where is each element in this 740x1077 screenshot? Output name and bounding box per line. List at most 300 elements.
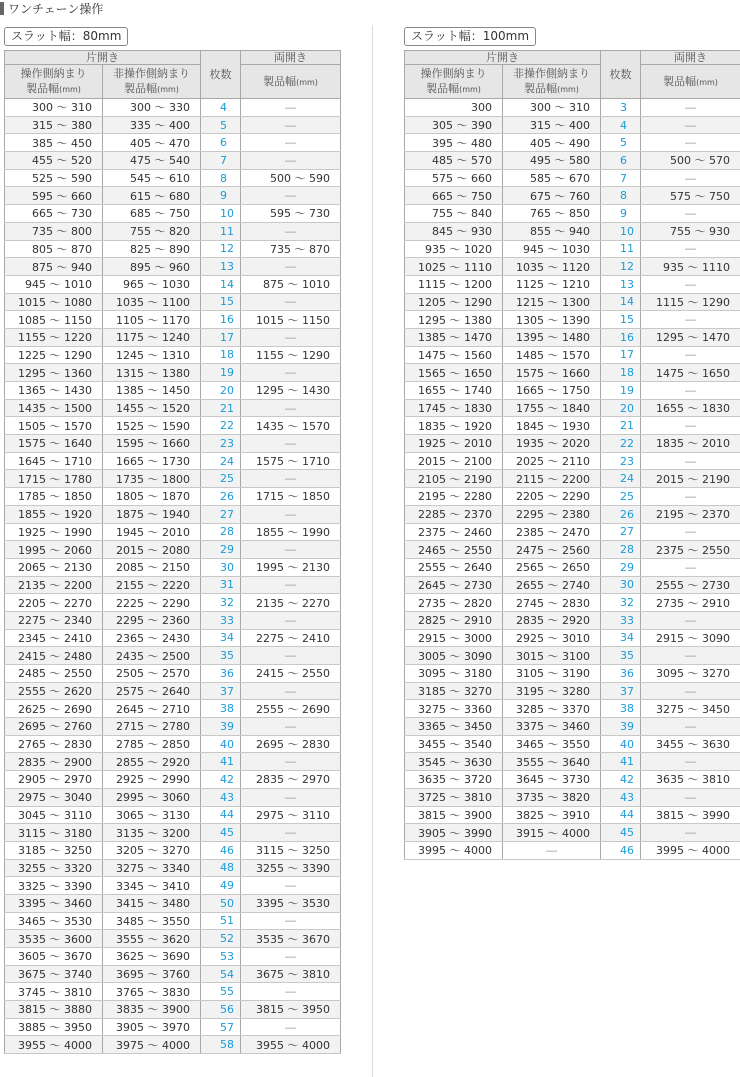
double-open-width-cell: 2415 ～ 2550 — [241, 665, 341, 683]
non-op-side-range-cell: 895 ～ 960 — [103, 258, 201, 276]
op-side-range-cell: 1435 ～ 1500 — [5, 399, 103, 417]
non-op-side-range-cell: 965 ～ 1030 — [103, 275, 201, 293]
non-op-side-range-cell: 2155 ～ 2220 — [103, 576, 201, 594]
non-op-side-range-cell: 3465 ～ 3550 — [503, 735, 601, 753]
double-open-width-cell: 3275 ～ 3450 — [641, 700, 740, 718]
slat-count-cell: 40 — [601, 735, 641, 753]
op-side-range-cell: 575 ～ 660 — [405, 169, 503, 187]
non-op-side-range-cell: 3205 ～ 3270 — [103, 841, 201, 859]
non-op-side-range-cell: 405 ～ 490 — [503, 134, 601, 152]
non-op-side-range-cell: 2365 ～ 2430 — [103, 629, 201, 647]
slat-count-cell: 51 — [201, 912, 241, 930]
op-side-range-cell: 845 ～ 930 — [405, 222, 503, 240]
slat-count-cell: 41 — [201, 753, 241, 771]
slat-count-cell: 55 — [201, 983, 241, 1001]
table-row — [5, 116, 341, 134]
table-row — [5, 134, 341, 152]
table-row — [5, 293, 341, 311]
double-open-width-cell: ― — [241, 576, 341, 594]
slat-count-cell: 39 — [601, 718, 641, 736]
slat-count-cell: 6 — [601, 152, 641, 170]
op-side-range-cell: 455 ～ 520 — [5, 152, 103, 170]
slat-count-cell: 33 — [201, 611, 241, 629]
non-op-side-range-cell: 2205 ～ 2290 — [503, 488, 601, 506]
slat-count-cell: 42 — [601, 771, 641, 789]
double-open-width-cell: ― — [241, 718, 341, 736]
op-side-range-cell: 3045 ～ 3110 — [5, 806, 103, 824]
double-open-width-cell: ― — [241, 912, 341, 930]
table-row — [405, 488, 740, 506]
table-row — [405, 293, 740, 311]
double-open-width-cell: ― — [241, 152, 341, 170]
op-side-range-cell: 2285 ～ 2370 — [405, 505, 503, 523]
slat-count-cell: 35 — [201, 647, 241, 665]
non-op-side-range-cell: 1035 ～ 1100 — [103, 293, 201, 311]
table-row — [5, 205, 341, 223]
double-open-width-cell: ― — [241, 647, 341, 665]
double-open-width-cell: ― — [241, 753, 341, 771]
double-open-width-cell: ― — [241, 788, 341, 806]
op-side-range-cell: 2065 ～ 2130 — [5, 558, 103, 576]
double-open-width-cell: 575 ～ 750 — [641, 187, 740, 205]
non-op-side-range-cell: 1385 ～ 1450 — [103, 382, 201, 400]
double-open-width-cell: 1655 ～ 1830 — [641, 399, 740, 417]
non-op-side-range-cell: 3015 ～ 3100 — [503, 647, 601, 665]
header-count: 枚数 — [201, 51, 241, 99]
non-op-side-range-cell: 2835 ～ 2920 — [503, 611, 601, 629]
table-row — [5, 346, 341, 364]
table-row — [5, 665, 341, 683]
double-open-width-cell: ― — [241, 99, 341, 117]
table-row — [405, 665, 740, 683]
table-row — [5, 311, 341, 329]
non-op-side-range-cell: 755 ～ 820 — [103, 222, 201, 240]
slat-count-cell: 8 — [201, 169, 241, 187]
non-op-side-range-cell: 3345 ～ 3410 — [103, 877, 201, 895]
slat-count-cell: 15 — [601, 311, 641, 329]
non-op-side-range-cell: 335 ～ 400 — [103, 116, 201, 134]
double-open-width-cell: ― — [241, 1018, 341, 1036]
non-op-side-range-cell: 1125 ～ 1210 — [503, 275, 601, 293]
non-op-side-range-cell: 1485 ～ 1570 — [503, 346, 601, 364]
table-row — [5, 505, 341, 523]
op-side-range-cell: 3185 ～ 3250 — [5, 841, 103, 859]
slat-count-cell: 56 — [201, 1001, 241, 1019]
slat-100-panel — [404, 25, 740, 860]
non-op-side-range-cell: 495 ～ 580 — [503, 152, 601, 170]
op-side-range-cell: 1475 ～ 1560 — [405, 346, 503, 364]
slat-count-cell: 18 — [201, 346, 241, 364]
double-open-width-cell: 1575 ～ 1710 — [241, 452, 341, 470]
table-row — [405, 435, 740, 453]
table-row — [5, 240, 341, 258]
spec-table-body — [5, 99, 341, 1054]
slat-count-cell: 32 — [601, 594, 641, 612]
non-op-side-range-cell: 2385 ～ 2470 — [503, 523, 601, 541]
slat-count-cell: 34 — [601, 629, 641, 647]
slat-count-cell: 30 — [601, 576, 641, 594]
table-row — [5, 718, 341, 736]
non-op-side-range-cell: 2925 ～ 2990 — [103, 771, 201, 789]
non-op-side-range-cell: 615 ～ 680 — [103, 187, 201, 205]
op-side-range-cell: 805 ～ 870 — [5, 240, 103, 258]
non-op-side-range-cell: 1215 ～ 1300 — [503, 293, 601, 311]
double-open-width-cell: ― — [241, 328, 341, 346]
double-open-width-cell: ― — [641, 116, 740, 134]
table-row — [5, 806, 341, 824]
table-row — [5, 930, 341, 948]
table-row — [5, 611, 341, 629]
op-side-range-cell: 305 ～ 390 — [405, 116, 503, 134]
non-op-side-range-cell: 945 ～ 1030 — [503, 240, 601, 258]
slat-count-cell: 12 — [201, 240, 241, 258]
non-op-side-range-cell: 3555 ～ 3620 — [103, 930, 201, 948]
non-op-side-range-cell: 1395 ～ 1480 — [503, 328, 601, 346]
non-op-side-range-cell: 2855 ～ 2920 — [103, 753, 201, 771]
table-row — [405, 700, 740, 718]
non-op-side-range-cell: 1035 ～ 1120 — [503, 258, 601, 276]
op-side-range-cell: 3455 ～ 3540 — [405, 735, 503, 753]
slat-count-cell: 22 — [201, 417, 241, 435]
op-side-range-cell: 1295 ～ 1360 — [5, 364, 103, 382]
non-op-side-range-cell: 2715 ～ 2780 — [103, 718, 201, 736]
non-op-side-range-cell: 2745 ～ 2830 — [503, 594, 601, 612]
table-row — [405, 99, 740, 117]
non-op-side-range-cell: 3905 ～ 3970 — [103, 1018, 201, 1036]
table-row — [5, 965, 341, 983]
slat-count-cell: 4 — [601, 116, 641, 134]
op-side-range-cell: 485 ～ 570 — [405, 152, 503, 170]
slat-count-cell: 52 — [201, 930, 241, 948]
op-side-range-cell: 2825 ～ 2910 — [405, 611, 503, 629]
table-row — [5, 1036, 341, 1054]
slat-count-cell: 41 — [601, 753, 641, 771]
table-row — [405, 258, 740, 276]
slat-width-label: スラット幅：100mm — [404, 27, 536, 46]
double-open-width-cell: 3095 ～ 3270 — [641, 665, 740, 683]
table-row — [5, 824, 341, 842]
table-row — [5, 859, 341, 877]
op-side-range-cell: 2555 ～ 2620 — [5, 682, 103, 700]
slat-count-cell: 6 — [201, 134, 241, 152]
double-open-width-cell: 2835 ～ 2970 — [241, 771, 341, 789]
non-op-side-range-cell: 2295 ～ 2380 — [503, 505, 601, 523]
double-open-width-cell: 1855 ～ 1990 — [241, 523, 341, 541]
double-open-width-cell: ― — [241, 399, 341, 417]
op-side-range-cell: 300 — [405, 99, 503, 117]
slat-count-cell: 40 — [201, 735, 241, 753]
double-open-width-cell: 2375 ～ 2550 — [641, 541, 740, 559]
spec-table-100 — [404, 50, 740, 860]
slat-count-cell: 48 — [201, 859, 241, 877]
slat-count-cell: 34 — [201, 629, 241, 647]
non-op-side-range-cell: 300 ～ 310 — [503, 99, 601, 117]
double-open-width-cell: ― — [641, 611, 740, 629]
op-side-range-cell: 1385 ～ 1470 — [405, 328, 503, 346]
double-open-width-cell: 3455 ～ 3630 — [641, 735, 740, 753]
non-op-side-range-cell: 2025 ～ 2110 — [503, 452, 601, 470]
op-side-range-cell: 735 ～ 800 — [5, 222, 103, 240]
table-row — [405, 824, 740, 842]
non-op-side-range-cell: 3065 ～ 3130 — [103, 806, 201, 824]
slat-count-cell: 25 — [201, 470, 241, 488]
double-open-width-cell: ― — [241, 116, 341, 134]
double-open-width-cell: ― — [641, 682, 740, 700]
non-op-side-range-cell: 3975 ～ 4000 — [103, 1036, 201, 1054]
table-row — [405, 116, 740, 134]
double-open-width-cell: 3255 ～ 3390 — [241, 859, 341, 877]
non-op-side-range-cell: 2575 ～ 2640 — [103, 682, 201, 700]
table-row — [405, 346, 740, 364]
slat-count-cell: 17 — [601, 346, 641, 364]
slat-width-label: スラット幅：80mm — [4, 27, 128, 46]
double-open-width-cell: 1155 ～ 1290 — [241, 346, 341, 364]
table-row — [405, 647, 740, 665]
non-op-side-range-cell: 3825 ～ 3910 — [503, 806, 601, 824]
double-open-width-cell: ― — [641, 311, 740, 329]
title-marker — [0, 2, 4, 15]
slat-count-cell: 13 — [601, 275, 641, 293]
op-side-range-cell: 3905 ～ 3990 — [405, 824, 503, 842]
double-open-width-cell: 1995 ～ 2130 — [241, 558, 341, 576]
non-op-side-range-cell: 3765 ～ 3830 — [103, 983, 201, 1001]
op-side-range-cell: 2695 ～ 2760 — [5, 718, 103, 736]
table-row — [5, 1018, 341, 1036]
slat-count-cell: 54 — [201, 965, 241, 983]
op-side-range-cell: 1505 ～ 1570 — [5, 417, 103, 435]
table-row — [405, 788, 740, 806]
slat-count-cell: 24 — [201, 452, 241, 470]
slat-count-cell: 27 — [601, 523, 641, 541]
double-open-width-cell: ― — [241, 364, 341, 382]
non-op-side-range-cell: 2475 ～ 2560 — [503, 541, 601, 559]
op-side-range-cell: 1085 ～ 1150 — [5, 311, 103, 329]
table-row — [5, 435, 341, 453]
op-side-range-cell: 3885 ～ 3950 — [5, 1018, 103, 1036]
non-op-side-range-cell: 405 ～ 470 — [103, 134, 201, 152]
double-open-width-cell: 2015 ～ 2190 — [641, 470, 740, 488]
slat-count-cell: 32 — [201, 594, 241, 612]
table-row — [5, 771, 341, 789]
op-side-range-cell: 1225 ～ 1290 — [5, 346, 103, 364]
double-open-width-cell: 1295 ～ 1470 — [641, 328, 740, 346]
non-op-side-range-cell: 1245 ～ 1310 — [103, 346, 201, 364]
header-count: 枚数 — [601, 51, 641, 99]
double-open-width-cell: 2275 ～ 2410 — [241, 629, 341, 647]
non-op-side-range-cell: 2785 ～ 2850 — [103, 735, 201, 753]
slat-count-cell: 23 — [601, 452, 641, 470]
non-op-side-range-cell: 3555 ～ 3640 — [503, 753, 601, 771]
table-row — [5, 753, 341, 771]
table-row — [5, 700, 341, 718]
double-open-width-cell: 3675 ～ 3810 — [241, 965, 341, 983]
op-side-range-cell: 945 ～ 1010 — [5, 275, 103, 293]
non-op-side-range-cell: 1805 ～ 1870 — [103, 488, 201, 506]
double-open-width-cell: ― — [641, 488, 740, 506]
double-open-width-cell: 735 ～ 870 — [241, 240, 341, 258]
double-open-width-cell: 875 ～ 1010 — [241, 275, 341, 293]
table-row — [405, 205, 740, 223]
op-side-range-cell: 3995 ～ 4000 — [405, 841, 503, 859]
op-side-range-cell: 1995 ～ 2060 — [5, 541, 103, 559]
op-side-range-cell: 2135 ～ 2200 — [5, 576, 103, 594]
table-row — [5, 417, 341, 435]
op-side-range-cell: 1925 ～ 2010 — [405, 435, 503, 453]
table-row — [5, 894, 341, 912]
header-katabiraki: 片開き — [5, 51, 201, 65]
double-open-width-cell: ― — [641, 417, 740, 435]
op-side-range-cell: 665 ～ 730 — [5, 205, 103, 223]
slat-count-cell: 49 — [201, 877, 241, 895]
double-open-width-cell: 3995 ～ 4000 — [641, 841, 740, 859]
non-op-side-range-cell: 3375 ～ 3460 — [503, 718, 601, 736]
slat-count-cell: 45 — [601, 824, 641, 842]
table-row — [5, 99, 341, 117]
non-op-side-range-cell: 3625 ～ 3690 — [103, 948, 201, 966]
slat-count-cell: 9 — [201, 187, 241, 205]
non-op-side-range-cell: 3195 ～ 3280 — [503, 682, 601, 700]
slat-count-cell: 13 — [201, 258, 241, 276]
non-op-side-range-cell: 1175 ～ 1240 — [103, 328, 201, 346]
table-row — [405, 718, 740, 736]
double-open-width-cell: ― — [241, 470, 341, 488]
header-product-width: 製品幅(mm) — [641, 65, 740, 99]
table-row — [5, 523, 341, 541]
table-row — [5, 222, 341, 240]
non-op-side-range-cell: 1105 ～ 1170 — [103, 311, 201, 329]
op-side-range-cell: 1575 ～ 1640 — [5, 435, 103, 453]
op-side-range-cell: 3955 ～ 4000 — [5, 1036, 103, 1054]
double-open-width-cell: 2555 ～ 2730 — [641, 576, 740, 594]
table-row — [405, 611, 740, 629]
slat-count-cell: 24 — [601, 470, 641, 488]
table-row — [5, 948, 341, 966]
double-open-width-cell: 2735 ～ 2910 — [641, 594, 740, 612]
spec-table-80 — [4, 50, 341, 1054]
op-side-range-cell: 1645 ～ 1710 — [5, 452, 103, 470]
slat-count-cell: 43 — [601, 788, 641, 806]
op-side-range-cell: 755 ～ 840 — [405, 205, 503, 223]
op-side-range-cell: 315 ～ 380 — [5, 116, 103, 134]
op-side-range-cell: 2905 ～ 2970 — [5, 771, 103, 789]
non-op-side-range-cell: 3415 ～ 3480 — [103, 894, 201, 912]
double-open-width-cell: 595 ～ 730 — [241, 205, 341, 223]
header-non-op-side: 非操作側納まり 製品幅(mm) — [103, 65, 201, 99]
op-side-range-cell: 1745 ～ 1830 — [405, 399, 503, 417]
table-row — [5, 275, 341, 293]
op-side-range-cell: 3815 ～ 3900 — [405, 806, 503, 824]
non-op-side-range-cell: 545 ～ 610 — [103, 169, 201, 187]
table-row — [5, 629, 341, 647]
op-side-range-cell: 2915 ～ 3000 — [405, 629, 503, 647]
double-open-width-cell: ― — [241, 983, 341, 1001]
table-row — [5, 152, 341, 170]
op-side-range-cell: 1715 ～ 1780 — [5, 470, 103, 488]
table-row — [405, 134, 740, 152]
non-op-side-range-cell: 1575 ～ 1660 — [503, 364, 601, 382]
table-row — [5, 399, 341, 417]
slat-count-cell: 18 — [601, 364, 641, 382]
spec-table-body — [405, 99, 740, 860]
op-side-range-cell: 3465 ～ 3530 — [5, 912, 103, 930]
page-title — [0, 0, 103, 16]
non-op-side-range-cell: 3915 ～ 4000 — [503, 824, 601, 842]
op-side-range-cell: 595 ～ 660 — [5, 187, 103, 205]
non-op-side-range-cell: 2085 ～ 2150 — [103, 558, 201, 576]
double-open-width-cell: ― — [641, 169, 740, 187]
non-op-side-range-cell: 315 ～ 400 — [503, 116, 601, 134]
table-row — [5, 647, 341, 665]
slat-count-cell: 44 — [601, 806, 641, 824]
slat-count-cell: 37 — [201, 682, 241, 700]
non-op-side-range-cell: 3485 ～ 3550 — [103, 912, 201, 930]
op-side-range-cell: 1115 ～ 1200 — [405, 275, 503, 293]
table-row — [5, 169, 341, 187]
op-side-range-cell: 3275 ～ 3360 — [405, 700, 503, 718]
non-op-side-range-cell: 2295 ～ 2360 — [103, 611, 201, 629]
non-op-side-range-cell: 475 ～ 540 — [103, 152, 201, 170]
double-open-width-cell: 3815 ～ 3950 — [241, 1001, 341, 1019]
double-open-width-cell: ― — [241, 435, 341, 453]
double-open-width-cell: 2695 ～ 2830 — [241, 735, 341, 753]
slat-count-cell: 15 — [201, 293, 241, 311]
op-side-range-cell: 2345 ～ 2410 — [5, 629, 103, 647]
double-open-width-cell: 3955 ～ 4000 — [241, 1036, 341, 1054]
non-op-side-range-cell: 1315 ～ 1380 — [103, 364, 201, 382]
slat-count-cell: 31 — [201, 576, 241, 594]
table-row — [5, 1001, 341, 1019]
op-side-range-cell: 3255 ～ 3320 — [5, 859, 103, 877]
header-op-side: 操作側納まり 製品幅(mm) — [405, 65, 503, 99]
slat-count-cell: 17 — [201, 328, 241, 346]
header-katabiraki: 片開き — [405, 51, 601, 65]
double-open-width-cell: 3115 ～ 3250 — [241, 841, 341, 859]
double-open-width-cell: 935 ～ 1110 — [641, 258, 740, 276]
slat-count-cell: 53 — [201, 948, 241, 966]
op-side-range-cell: 1925 ～ 1990 — [5, 523, 103, 541]
op-side-range-cell: 1205 ～ 1290 — [405, 293, 503, 311]
double-open-width-cell: 2555 ～ 2690 — [241, 700, 341, 718]
slat-count-cell: 14 — [601, 293, 641, 311]
double-open-width-cell: 500 ～ 570 — [641, 152, 740, 170]
op-side-range-cell: 3535 ～ 3600 — [5, 930, 103, 948]
double-open-width-cell: ― — [641, 558, 740, 576]
slat-count-cell: 27 — [201, 505, 241, 523]
slat-count-cell: 38 — [601, 700, 641, 718]
non-op-side-range-cell: 2565 ～ 2650 — [503, 558, 601, 576]
op-side-range-cell: 1025 ～ 1110 — [405, 258, 503, 276]
non-op-side-range-cell: 3285 ～ 3370 — [503, 700, 601, 718]
double-open-width-cell: ― — [641, 718, 740, 736]
op-side-range-cell: 3395 ～ 3460 — [5, 894, 103, 912]
slat-count-cell: 20 — [601, 399, 641, 417]
double-open-width-cell: ― — [641, 205, 740, 223]
slat-count-cell: 12 — [601, 258, 641, 276]
double-open-width-cell: 3815 ～ 3990 — [641, 806, 740, 824]
double-open-width-cell: ― — [241, 222, 341, 240]
slat-count-cell: 30 — [201, 558, 241, 576]
slat-count-cell: 16 — [601, 328, 641, 346]
op-side-range-cell: 395 ～ 480 — [405, 134, 503, 152]
slat-count-cell: 35 — [601, 647, 641, 665]
op-side-range-cell: 3545 ～ 3630 — [405, 753, 503, 771]
slat-count-cell: 10 — [201, 205, 241, 223]
double-open-width-cell: ― — [641, 647, 740, 665]
double-open-width-cell: 1435 ～ 1570 — [241, 417, 341, 435]
table-row — [5, 452, 341, 470]
double-open-width-cell: ― — [241, 541, 341, 559]
double-open-width-cell: 1295 ～ 1430 — [241, 382, 341, 400]
